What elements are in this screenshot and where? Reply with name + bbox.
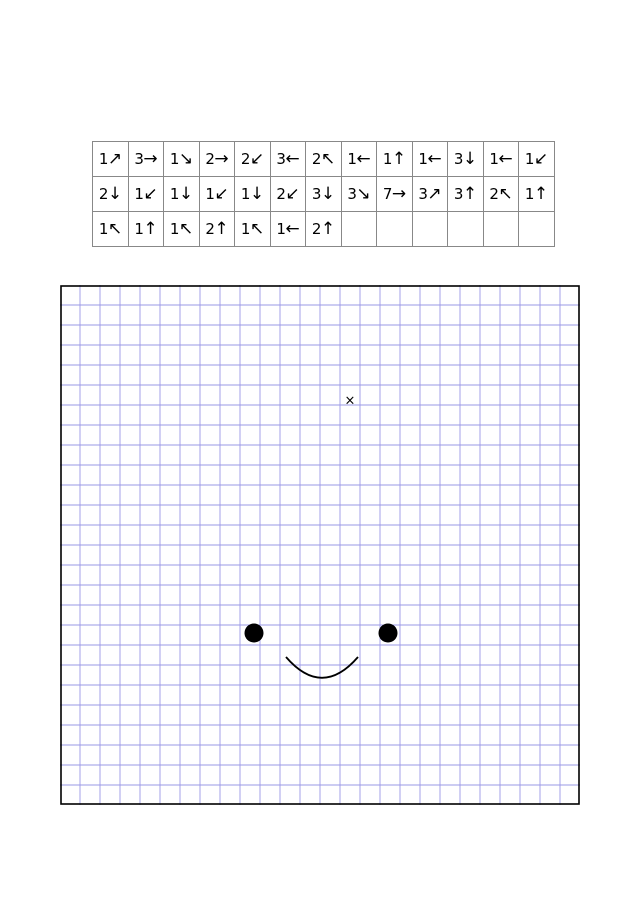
direction-arrow-icon: ↖ bbox=[107, 218, 122, 239]
direction-arrow-icon: ↓ bbox=[462, 148, 477, 169]
direction-arrow-icon: ↙ bbox=[143, 183, 158, 204]
left-eye bbox=[245, 624, 264, 643]
direction-arrow-icon: ↓ bbox=[107, 183, 122, 204]
start-marker-icon: × bbox=[344, 393, 356, 409]
instruction-cell bbox=[483, 142, 519, 177]
drawing-grid[interactable] bbox=[60, 285, 580, 805]
instruction-cell bbox=[341, 142, 377, 177]
instruction-cell bbox=[448, 142, 484, 177]
instruction-cell bbox=[128, 212, 164, 247]
instruction-cell bbox=[483, 212, 519, 247]
right-eye bbox=[379, 624, 398, 643]
instruction-cell bbox=[341, 177, 377, 212]
instruction-cell bbox=[377, 177, 413, 212]
step-count: 1 bbox=[524, 184, 534, 203]
instruction-cell bbox=[128, 177, 164, 212]
direction-arrow-icon: ↑ bbox=[533, 183, 548, 204]
step-count: 1 bbox=[134, 219, 144, 238]
step-count: 3 bbox=[134, 149, 144, 168]
instruction-cell bbox=[93, 212, 129, 247]
instruction-cell bbox=[306, 142, 342, 177]
step-count: 3 bbox=[347, 184, 357, 203]
instruction-cell bbox=[270, 177, 306, 212]
direction-arrow-icon: ↙ bbox=[214, 183, 229, 204]
instruction-cell bbox=[199, 177, 235, 212]
instruction-cell bbox=[306, 177, 342, 212]
instruction-cell bbox=[270, 142, 306, 177]
instruction-cell bbox=[412, 142, 448, 177]
instruction-cell bbox=[412, 177, 448, 212]
step-count: 3 bbox=[418, 184, 428, 203]
step-count: 1 bbox=[276, 219, 286, 238]
direction-arrow-icon: ↓ bbox=[249, 183, 264, 204]
step-count: 2 bbox=[489, 184, 499, 203]
direction-arrow-icon: ↖ bbox=[249, 218, 264, 239]
direction-arrow-icon: ← bbox=[498, 148, 513, 169]
instruction-cell bbox=[519, 142, 555, 177]
direction-arrow-icon: ← bbox=[356, 148, 371, 169]
direction-arrow-icon: ↗ bbox=[107, 148, 122, 169]
direction-arrow-icon: ↙ bbox=[249, 148, 264, 169]
step-count: 7 bbox=[382, 184, 392, 203]
direction-arrow-icon: ↓ bbox=[178, 183, 193, 204]
step-count: 1 bbox=[382, 149, 392, 168]
step-count: 3 bbox=[276, 149, 286, 168]
step-count: 1 bbox=[347, 149, 357, 168]
direction-arrow-icon: ↑ bbox=[320, 218, 335, 239]
direction-arrow-icon: ← bbox=[285, 218, 300, 239]
step-count: 3 bbox=[453, 149, 463, 168]
direction-arrow-icon: ↖ bbox=[320, 148, 335, 169]
instruction-cell bbox=[377, 142, 413, 177]
direction-arrow-icon: ↑ bbox=[214, 218, 229, 239]
step-count: 1 bbox=[240, 219, 250, 238]
step-count: 3 bbox=[453, 184, 463, 203]
direction-arrow-icon: ↘ bbox=[178, 148, 193, 169]
step-count: 1 bbox=[98, 149, 108, 168]
step-count: 1 bbox=[98, 219, 108, 238]
instruction-cell bbox=[235, 177, 271, 212]
step-count: 2 bbox=[98, 184, 108, 203]
direction-arrow-icon: → bbox=[214, 148, 229, 169]
step-count: 2 bbox=[240, 149, 250, 168]
direction-arrow-icon: ↙ bbox=[533, 148, 548, 169]
direction-arrow-icon: → bbox=[143, 148, 158, 169]
instruction-cell bbox=[164, 212, 200, 247]
step-count: 2 bbox=[311, 149, 321, 168]
direction-arrow-icon: ↓ bbox=[320, 183, 335, 204]
instruction-cell bbox=[448, 177, 484, 212]
instruction-cell bbox=[341, 212, 377, 247]
instruction-cell bbox=[306, 212, 342, 247]
smile-mouth bbox=[286, 657, 358, 678]
instruction-cell bbox=[93, 177, 129, 212]
direction-arrow-icon: ← bbox=[285, 148, 300, 169]
step-count: 1 bbox=[205, 184, 215, 203]
instruction-cell bbox=[483, 177, 519, 212]
instruction-cell bbox=[519, 177, 555, 212]
instruction-row bbox=[93, 212, 555, 247]
instruction-cell bbox=[448, 212, 484, 247]
drawing-grid-area[interactable] bbox=[60, 285, 580, 805]
instruction-cell bbox=[377, 212, 413, 247]
step-count: 2 bbox=[311, 219, 321, 238]
step-count: 1 bbox=[169, 184, 179, 203]
direction-arrow-icon: ↑ bbox=[462, 183, 477, 204]
direction-arrow-icon: ← bbox=[427, 148, 442, 169]
instruction-cell bbox=[164, 177, 200, 212]
instruction-table-body bbox=[93, 142, 555, 247]
direction-arrow-icon: ↙ bbox=[285, 183, 300, 204]
step-count: 1 bbox=[169, 149, 179, 168]
step-count: 3 bbox=[311, 184, 321, 203]
instruction-cell bbox=[235, 142, 271, 177]
direction-arrow-icon: → bbox=[391, 183, 406, 204]
instruction-cell bbox=[412, 212, 448, 247]
instruction-cell bbox=[199, 212, 235, 247]
instruction-row bbox=[93, 142, 555, 177]
instruction-cell bbox=[199, 142, 235, 177]
step-count: 1 bbox=[169, 219, 179, 238]
step-count: 1 bbox=[240, 184, 250, 203]
instruction-cell bbox=[128, 142, 164, 177]
instruction-cell bbox=[270, 212, 306, 247]
step-count: 2 bbox=[205, 149, 215, 168]
instruction-table bbox=[92, 141, 555, 247]
step-count: 1 bbox=[418, 149, 428, 168]
direction-arrow-icon: ↖ bbox=[498, 183, 513, 204]
instruction-cell bbox=[235, 212, 271, 247]
step-count: 1 bbox=[134, 184, 144, 203]
direction-arrow-icon: ↗ bbox=[427, 183, 442, 204]
step-count: 1 bbox=[489, 149, 499, 168]
instruction-cell bbox=[519, 212, 555, 247]
instruction-cell bbox=[164, 142, 200, 177]
step-count: 1 bbox=[524, 149, 534, 168]
instruction-row bbox=[93, 177, 555, 212]
step-count: 2 bbox=[205, 219, 215, 238]
instruction-cell bbox=[93, 142, 129, 177]
direction-arrow-icon: ↑ bbox=[391, 148, 406, 169]
direction-arrow-icon: ↖ bbox=[178, 218, 193, 239]
step-count: 2 bbox=[276, 184, 286, 203]
direction-arrow-icon: ↑ bbox=[143, 218, 158, 239]
direction-arrow-icon: ↘ bbox=[356, 183, 371, 204]
